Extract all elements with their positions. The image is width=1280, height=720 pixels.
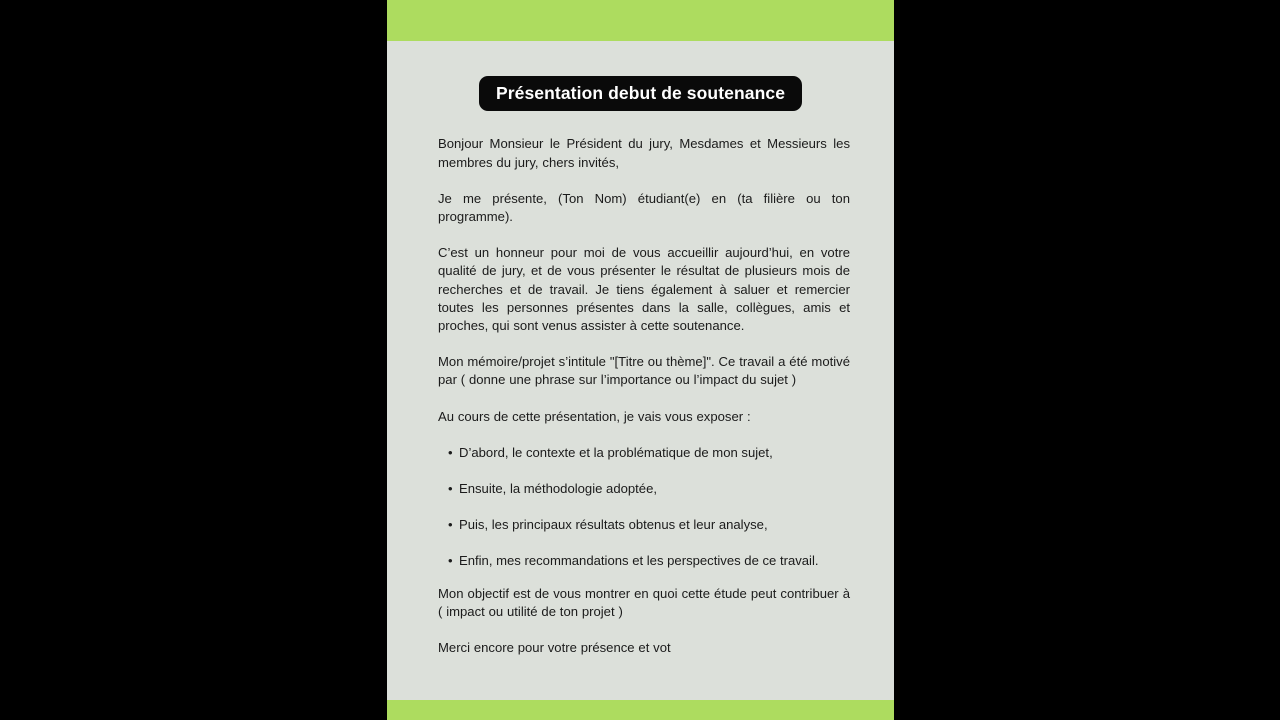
speech-content [387,135,894,657]
paragraph-introduction: Je me présente, (Ton Nom) étudiant(e) en (ta filière ou ton programme). [438,190,850,224]
bullet-point-icon: • [448,517,453,533]
page-title: Présentation debut de soutenance [479,76,802,111]
list-item [450,480,850,498]
top-accent-bar [387,0,894,41]
paragraph-closing: Merci encore pour votre présence et vot [438,640,671,656]
document-body [387,41,894,700]
paragraph-subject: Mon mémoire/projet s’intitule "[Titre ou thème]". Ce travail a été motivé par ( donne une phrase sur l’importance ou l’impact du sujet ) [438,354,850,388]
bottom-accent-bar [387,700,894,720]
title-container [387,41,894,111]
bullet-point-icon: • [448,481,453,497]
bullet-point-icon: • [448,444,453,460]
list-item [450,552,850,570]
list-item-label: Enfin, mes recommandations et les perspectives de ce travail. [459,553,819,569]
list-item [450,444,850,462]
paragraph-greeting: Bonjour Monsieur le Président du jury, Mesdames et Messieurs les membres du jury, chers invités, [438,136,850,170]
document-frame [387,0,894,720]
paragraph-honour: C’est un honneur pour moi de vous accueillir aujourd’hui, en votre qualité de jury, et de vous présenter le résultat de plusieurs mois de recherches et de travail. Je tiens également à saluer et remercier toutes les personnes présentes dans la salle, collègues, amis et proches, qui sont venus assister à cette soutenance. [438,245,850,333]
list-item-label: D’abord, le contexte et la problématique de mon sujet, [459,444,773,460]
outline-list [438,444,850,571]
list-item [450,516,850,534]
paragraph-outline-intro: Au cours de cette présentation, je vais vous exposer : [438,408,751,424]
list-item-label: Puis, les principaux résultats obtenus et leur analyse, [459,517,768,533]
paragraph-objective: Mon objectif est de vous montrer en quoi cette étude peut contribuer à ( impact ou utilité de ton projet ) [438,585,850,619]
list-item-label: Ensuite, la méthodologie adoptée, [459,481,658,497]
bullet-point-icon: • [448,553,453,569]
